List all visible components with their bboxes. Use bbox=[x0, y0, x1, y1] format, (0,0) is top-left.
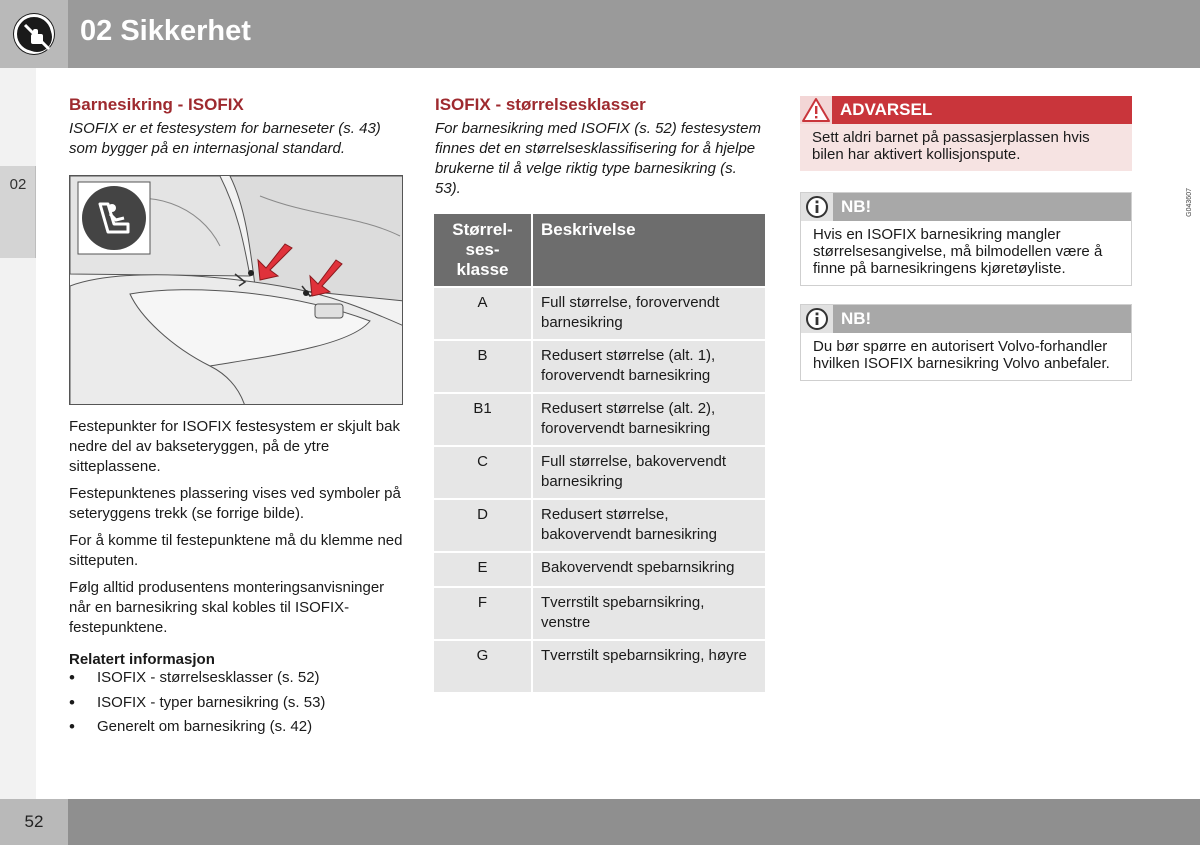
table-row bbox=[434, 341, 765, 392]
related-link[interactable]: • Generelt om barnesikring (s. 42) bbox=[69, 717, 404, 737]
size-class-cell: F bbox=[434, 588, 533, 639]
description-cell: Redusert størrelse, bakovervendt barnesikring bbox=[533, 500, 765, 551]
page-header bbox=[0, 0, 1200, 68]
size-class-cell: D bbox=[434, 500, 533, 551]
note-header bbox=[801, 193, 1131, 221]
related-link[interactable]: • ISOFIX - størrelsesklasser (s. 52) bbox=[69, 668, 404, 688]
size-class-cell: B1 bbox=[434, 394, 533, 445]
related-link[interactable]: • ISOFIX - typer barnesikring (s. 53) bbox=[69, 693, 404, 713]
description-cell: Redusert størrelse (alt. 2), forovervendt barnesikring bbox=[533, 394, 765, 445]
warning-box bbox=[800, 96, 1132, 171]
table-row bbox=[434, 288, 765, 339]
table-row bbox=[434, 553, 765, 586]
page-number: 52 bbox=[24, 812, 44, 831]
description-cell: Tverrstilt spebarnsikring, venstre bbox=[533, 588, 765, 639]
description-cell: Tverrstilt spebarnsikring, høyre bbox=[533, 641, 765, 692]
description-cell: Full størrelse, forovervendt barnesikring bbox=[533, 288, 765, 339]
isofix-seat-illustration bbox=[69, 175, 403, 405]
info-icon bbox=[801, 193, 833, 221]
page-number-box bbox=[0, 799, 68, 845]
size-class-table bbox=[434, 212, 765, 694]
note-box bbox=[800, 192, 1132, 286]
table-header-class bbox=[434, 214, 533, 286]
size-class-cell: C bbox=[434, 447, 533, 498]
page-title: 02 Sikkerhet bbox=[80, 15, 251, 47]
related-info-heading: Relatert informasjon bbox=[69, 651, 215, 668]
description-cell: Redusert størrelse (alt. 1), forovervendt barnesikring bbox=[533, 341, 765, 392]
paragraph: For å komme til festepunktene må du klemme ned sitteputen. bbox=[69, 532, 403, 569]
isofix-body bbox=[69, 417, 404, 742]
table-row bbox=[434, 588, 765, 639]
table-header-label: Størrel- ses- klasse bbox=[452, 220, 513, 279]
paragraph: Følg alltid produsentens monteringsanvisninger når en barnesikring skal kobles til ISOFIX-festepunktene. bbox=[69, 579, 385, 636]
warning-label: ADVARSEL bbox=[840, 100, 933, 119]
warning-text: Sett aldri barnet på passasjerplassen hvis bilen har aktivert kollisjonspute. bbox=[812, 129, 1090, 163]
page-footer bbox=[0, 799, 1200, 845]
section-intro: ISOFIX er et festesystem for barneseter (s. 43) som bygger på en internasjonal standard. bbox=[69, 120, 381, 157]
size-class-cell: B bbox=[434, 341, 533, 392]
section-heading: Barnesikring - ISOFIX bbox=[69, 95, 244, 114]
note-box bbox=[800, 304, 1132, 381]
table-row bbox=[434, 394, 765, 445]
description-cell: Full størrelse, bakovervendt barnesikring bbox=[533, 447, 765, 498]
isofix-section bbox=[69, 95, 404, 159]
warning-triangle-icon bbox=[800, 96, 832, 124]
table-row bbox=[434, 641, 765, 692]
description-cell: Bakovervendt spebarnsikring bbox=[533, 553, 765, 586]
note-label: NB! bbox=[841, 197, 872, 216]
table-header-description: Beskrivelse bbox=[533, 214, 765, 286]
paragraph: Festepunkter for ISOFIX festesystem er skjult bak nedre del av bakseteryggen, på de ytre sitteplassene. bbox=[69, 418, 400, 475]
chapter-tab-label: 02 bbox=[9, 176, 27, 193]
paragraph: Festepunktenes plassering vises ved symboler på seteryggens trekk (se forrige bilde). bbox=[69, 485, 401, 522]
note-label: NB! bbox=[841, 309, 872, 328]
isofix-child-seat-icon bbox=[82, 186, 146, 250]
airbag-child-seat-icon bbox=[14, 14, 54, 54]
table-row bbox=[434, 447, 765, 498]
section-heading: ISOFIX - størrelsesklasser bbox=[435, 95, 646, 114]
size-class-cell: G bbox=[434, 641, 533, 692]
chapter-tab[interactable] bbox=[0, 166, 36, 258]
note-text: Du bør spørre en autorisert Volvo-forhandler hvilken ISOFIX barnesikring Volvo anbefaler. bbox=[813, 338, 1110, 372]
size-classes-section bbox=[435, 95, 765, 199]
table-row bbox=[434, 500, 765, 551]
section-intro: For barnesikring med ISOFIX (s. 52) festesystem finnes det en størrelsesklassifisering for å hjelpe brukerne til å velge riktig type barnesikring (s. 53). bbox=[435, 120, 761, 197]
size-class-cell: A bbox=[434, 288, 533, 339]
note-text: Hvis en ISOFIX barnesikring mangler størrelsesangivelse, må bilmodellen være å finne på barnesikringens kjøretøyliste. bbox=[813, 226, 1103, 277]
info-icon bbox=[801, 305, 833, 333]
figure-code: G043607 bbox=[1186, 188, 1193, 217]
header-icon-box bbox=[0, 0, 68, 68]
related-info-list bbox=[69, 668, 404, 737]
warning-header bbox=[800, 96, 1132, 124]
note-header bbox=[801, 305, 1131, 333]
size-class-cell: E bbox=[434, 553, 533, 586]
